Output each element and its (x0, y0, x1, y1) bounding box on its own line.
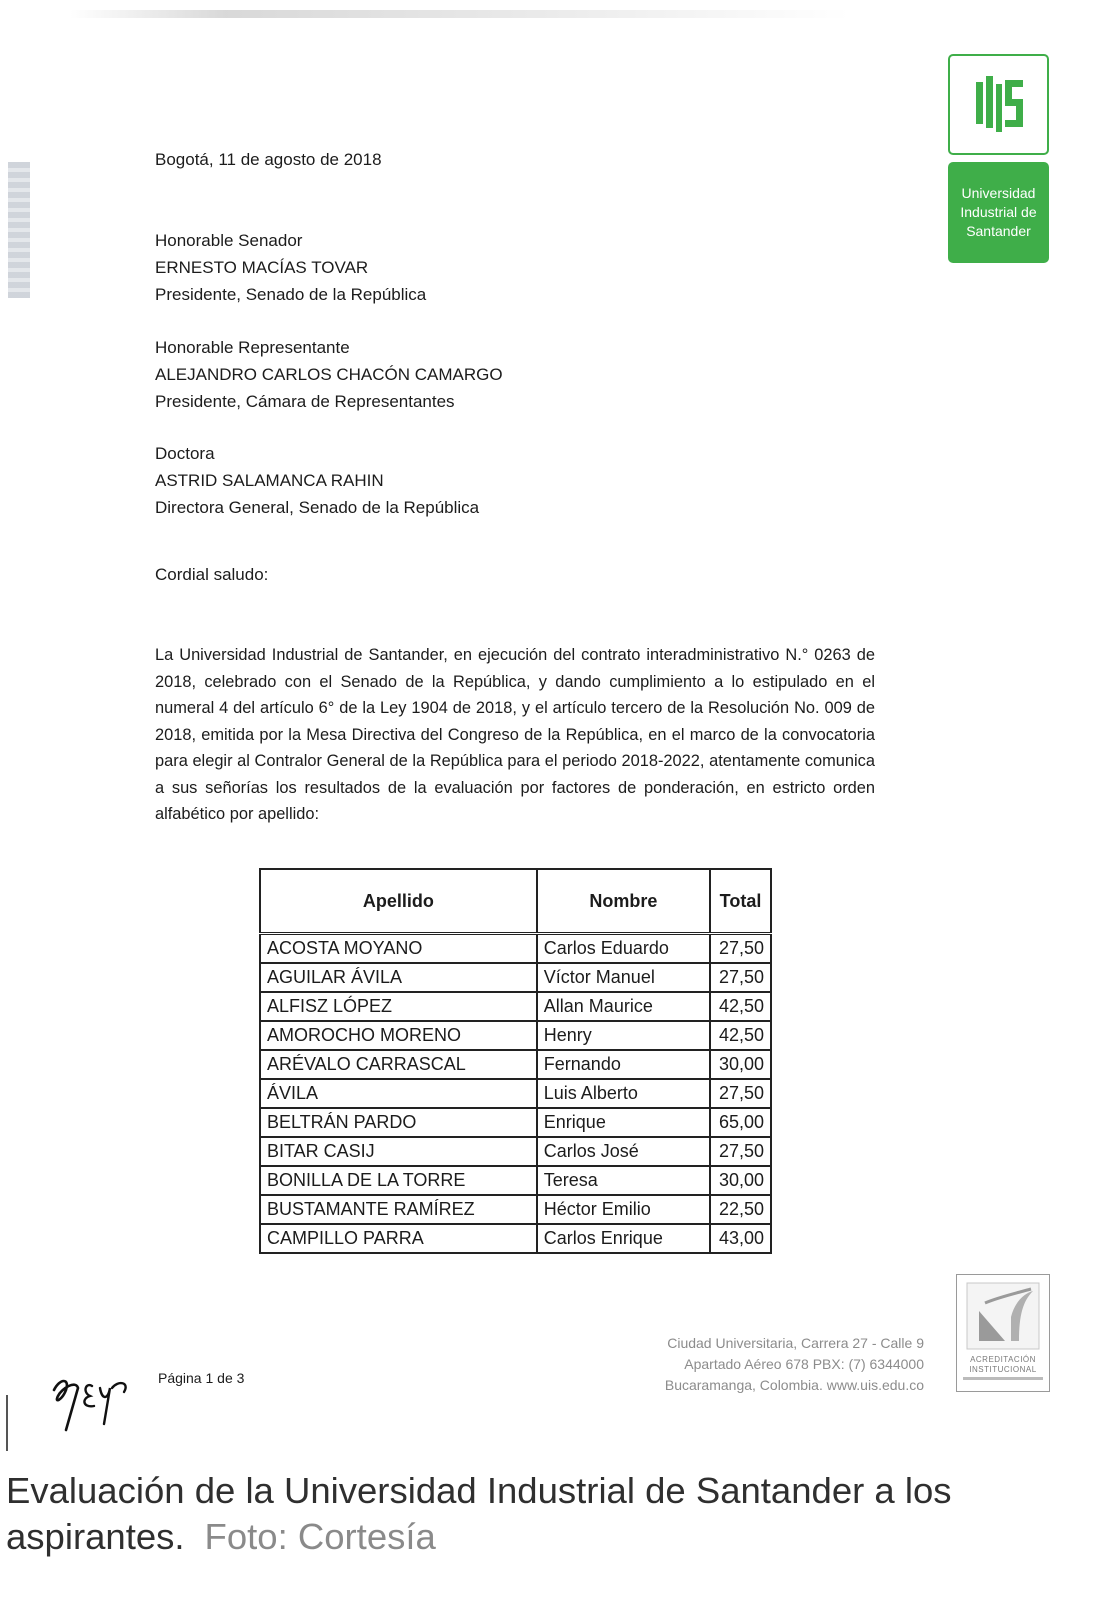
logo-line-1: Universidad (961, 185, 1036, 201)
table-row (260, 1166, 771, 1195)
handwritten-initials-signature (48, 1370, 144, 1436)
cell-surname: ÁVILA (260, 1079, 537, 1108)
greeting: Cordial saludo: (155, 565, 269, 584)
header-name: Nombre (537, 869, 710, 934)
recipient-block-3 (155, 440, 479, 521)
uis-logo-icon (972, 74, 1026, 136)
table-row (260, 1195, 771, 1224)
logo-line-3: Santander (966, 223, 1031, 239)
recipient-name: ERNESTO MACÍAS TOVAR (155, 258, 369, 277)
cell-total: 27,50 (710, 1137, 771, 1166)
scan-artifact (70, 10, 850, 18)
table-row (260, 1137, 771, 1166)
cell-surname: BITAR CASIJ (260, 1137, 537, 1166)
logo-line-2: Industrial de (960, 204, 1037, 220)
cell-total: 22,50 (710, 1195, 771, 1224)
table-row (260, 1050, 771, 1079)
cell-name: Teresa (537, 1166, 710, 1195)
cell-name: Luis Alberto (537, 1079, 710, 1108)
cell-surname: BUSTAMANTE RAMÍREZ (260, 1195, 537, 1224)
cell-total: 27,50 (710, 1079, 771, 1108)
cell-total: 43,00 (710, 1224, 771, 1253)
side-stamp (8, 162, 30, 298)
recipient-block-1 (155, 227, 426, 308)
footer-line-3: Bucaramanga, Colombia. www.uis.edu.co (664, 1377, 924, 1393)
table-row (260, 1108, 771, 1137)
cell-total: 27,50 (710, 934, 771, 964)
scan-edge (6, 1395, 8, 1451)
table-row (260, 1021, 771, 1050)
cell-total: 42,50 (710, 992, 771, 1021)
header-surname: Apellido (260, 869, 537, 934)
photo-caption (6, 1468, 1096, 1560)
body-paragraph: La Universidad Industrial de Santander, en ejecución del contrato interadministrativo N.° 0263 de 2018, celebrado con el Senado de la República, y dando cumplimiento a lo estipulado en el numeral 4 del artículo 6° de la Ley 1904 de 2018, y el artículo tercero de la Resolución No. 009 de 2018, emitida por la Mesa Directiva del Congreso de la República, en el marco de la convocatoria para elegir al Contralor General de la República para el periodo 2018-2022, atentamente comunica a sus señorías los resultados de la evaluación por factores de ponderación, en estricto orden alfabético por apellido: (155, 646, 875, 823)
cell-name: Héctor Emilio (537, 1195, 710, 1224)
recipient-position: Presidente, Cámara de Representantes (155, 392, 455, 411)
table-row (260, 992, 771, 1021)
cell-surname: ACOSTA MOYANO (260, 934, 537, 964)
recipient-name: ALEJANDRO CARLOS CHACÓN CAMARGO (155, 365, 503, 384)
table-row (260, 934, 771, 964)
cell-total: 65,00 (710, 1108, 771, 1137)
cell-name: Allan Maurice (537, 992, 710, 1021)
table-row (260, 1224, 771, 1253)
accreditation-label: ACREDITACIÓN INSTITUCIONAL (969, 1355, 1037, 1374)
uis-logo-mark (948, 54, 1049, 155)
cell-name: Carlos José (537, 1137, 710, 1166)
cell-total: 42,50 (710, 1021, 771, 1050)
cell-name: Víctor Manuel (537, 963, 710, 992)
cell-surname: BELTRÁN PARDO (260, 1108, 537, 1137)
cell-surname: BONILLA DE LA TORRE (260, 1166, 537, 1195)
page-number: Página 1 de 3 (158, 1370, 245, 1386)
recipient-salutation: Doctora (155, 444, 215, 463)
cell-name: Carlos Enrique (537, 1224, 710, 1253)
uis-logo-name (948, 162, 1049, 263)
cell-name: Enrique (537, 1108, 710, 1137)
table-row (260, 963, 771, 992)
footer-line-1: Ciudad Universitaria, Carrera 27 - Calle 9 (667, 1335, 924, 1351)
recipient-salutation: Honorable Senador (155, 231, 303, 250)
cell-surname: ALFISZ LÓPEZ (260, 992, 537, 1021)
recipient-salutation: Honorable Representante (155, 338, 350, 357)
table-header-row (260, 869, 771, 934)
cell-total: 30,00 (710, 1050, 771, 1079)
recipient-position: Presidente, Senado de la República (155, 285, 427, 304)
caption-credit: Foto: Cortesía (204, 1516, 436, 1557)
accreditation-subline (963, 1377, 1043, 1380)
accreditation-seal (956, 1274, 1050, 1392)
footer-address (665, 1333, 924, 1396)
footer-line-2: Apartado Aéreo 678 PBX: (7) 6344000 (684, 1356, 924, 1372)
accreditation-icon (965, 1281, 1041, 1351)
recipient-position: Directora General, Senado de la República (155, 498, 480, 517)
caption-text: Evaluación de la Universidad Industrial de Santander a los aspirantes. (6, 1470, 952, 1557)
recipient-name: ASTRID SALAMANCA RAHIN (155, 471, 384, 490)
cell-surname: ARÉVALO CARRASCAL (260, 1050, 537, 1079)
cell-surname: AGUILAR ÁVILA (260, 963, 537, 992)
cell-total: 30,00 (710, 1166, 771, 1195)
header-total: Total (710, 869, 771, 934)
cell-name: Henry (537, 1021, 710, 1050)
cell-name: Carlos Eduardo (537, 934, 710, 964)
cell-surname: CAMPILLO PARRA (260, 1224, 537, 1253)
cell-name: Fernando (537, 1050, 710, 1079)
results-table (259, 868, 772, 1254)
cell-surname: AMOROCHO MORENO (260, 1021, 537, 1050)
cell-total: 27,50 (710, 963, 771, 992)
table-row (260, 1079, 771, 1108)
recipient-block-2 (155, 334, 503, 415)
letter-date: Bogotá, 11 de agosto de 2018 (155, 150, 382, 169)
